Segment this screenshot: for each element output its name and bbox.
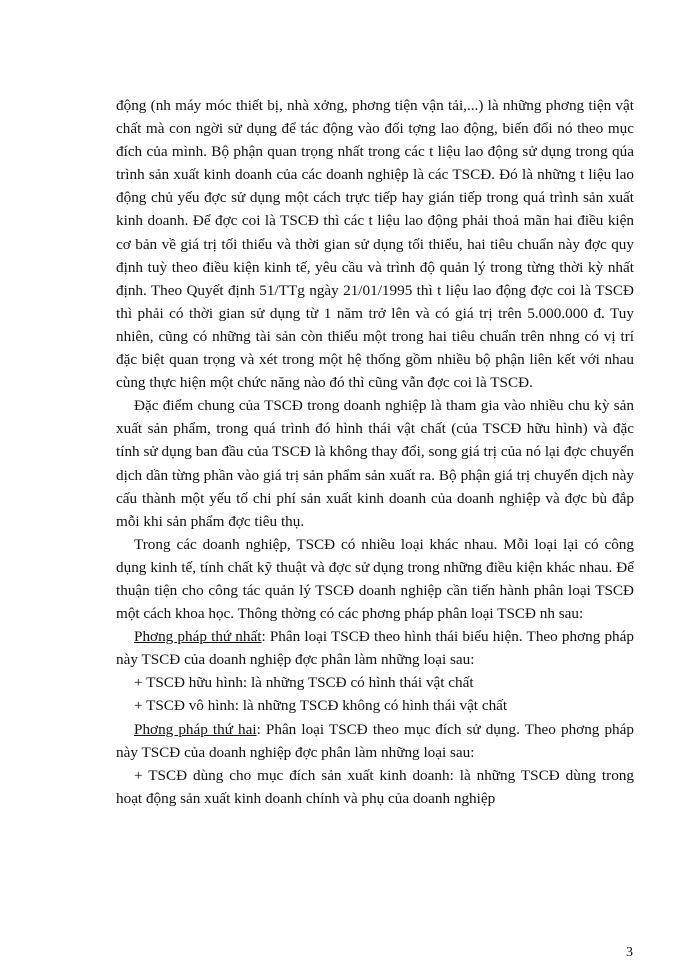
method-one-heading: Phơng pháp thứ nhất (134, 628, 262, 646)
method-two-text: : Phân loại TSCĐ theo mục đích sử dụng. Theo phơng pháp này TSCĐ của doanh nghiệp đợc phân làm những loại sau: (116, 720, 634, 761)
method-one-paragraph (116, 625, 634, 671)
page-number: 3 (626, 945, 633, 960)
paragraph: Trong các doanh nghiệp, TSCĐ có nhiều loại khác nhau. Mỗi loại lại có công dụng kinh tế, tính chất kỹ thuật và đợc sử dụng trong những điều kiện khác nhau. Để thuận tiện cho công tác quản lý TSCĐ doanh nghiệp cần tiến hành phân loại TSCĐ một cách khoa học. Thông thờng có các phơng pháp phân loại TSCĐ nh sau: (116, 535, 634, 623)
paragraph: Đặc điểm chung của TSCĐ trong doanh nghiệp là tham gia vào nhiều chu kỳ sản xuất sản phẩm, trong quá trình đó hình thái vật chất (của TSCĐ hữu hình) và đặc tính sử dụng ban đầu của TSCĐ là không thay đổi, song giá trị của nó lại đợc chuyển dịch dần từng phần vào giá trị sản phẩm sản xuất ra. Bộ phận giá trị chuyển dịch này cấu thành một yếu tố chi phí sản xuất kinh doanh của doanh nghiệp và đợc bù đắp mỗi khi sản phẩm đợc tiêu thụ. (116, 397, 634, 530)
list-item: + TSCĐ hữu hình: là những TSCĐ có hình thái vật chất (134, 674, 474, 692)
list-item: + TSCĐ dùng cho mục đích sản xuất kinh doanh: là những TSCĐ dùng trong hoạt động sản xuất kinh doanh chính và phụ của doanh nghiệp (116, 766, 634, 807)
list-item: + TSCĐ vô hình: là những TSCĐ không có hình thái vật chất (134, 697, 508, 715)
document-body (116, 94, 634, 810)
paragraph: động (nh máy móc thiết bị, nhà xởng, phơng tiện vận tải,...) là những phơng tiện vật chất mà con ngời sử dụng để tác động vào đối tợng lao động, biến đổi nó theo mục đích của mình. Bộ phận quan trọng nhất trong các t liệu lao động sử dụng trong qúa trình sản xuất kinh doanh của các doanh nghiệp là các TSCĐ. Đó là những t liệu lao động chủ yếu đợc sử dụng một cách trực tiếp hay gián tiếp trong quá trình sản xuất kinh doanh. Để đợc coi là TSCĐ thì các t liệu lao động phải thoả mãn hai điều kiện cơ bản về giá trị tối thiểu và thời gian sử dụng tối thiểu, hai tiêu chuẩn này đợc quy định tuỳ theo điều kiện kinh tế, yêu cầu và trình độ quản lý trong từng thời kỳ nhất định. Theo Quyết định 51/TTg ngày 21/01/1995 thì t liệu lao động đợc coi là TSCĐ thì phải có thời gian sử dụng từ 1 năm trở lên và có giá trị trên 5.000.000 đ. Tuy nhiên, cũng có những tài sản còn thiếu một trong hai tiêu chuẩn trên nhng có vị trí đặc biệt quan trọng và xét trong một hệ thống gồm nhiều bộ phận liên kết với nhau cùng thực hiện một chức năng nào đó thì cũng vẫn đợc coi là TSCĐ. (116, 97, 634, 392)
method-one-text: : Phân loại TSCĐ theo hình thái biểu hiện. Theo phơng pháp này TSCĐ của doanh nghiệp đợc phân làm những loại sau: (116, 628, 634, 669)
method-two-heading: Phơng pháp thứ hai (134, 720, 257, 738)
method-two-paragraph (116, 718, 634, 764)
